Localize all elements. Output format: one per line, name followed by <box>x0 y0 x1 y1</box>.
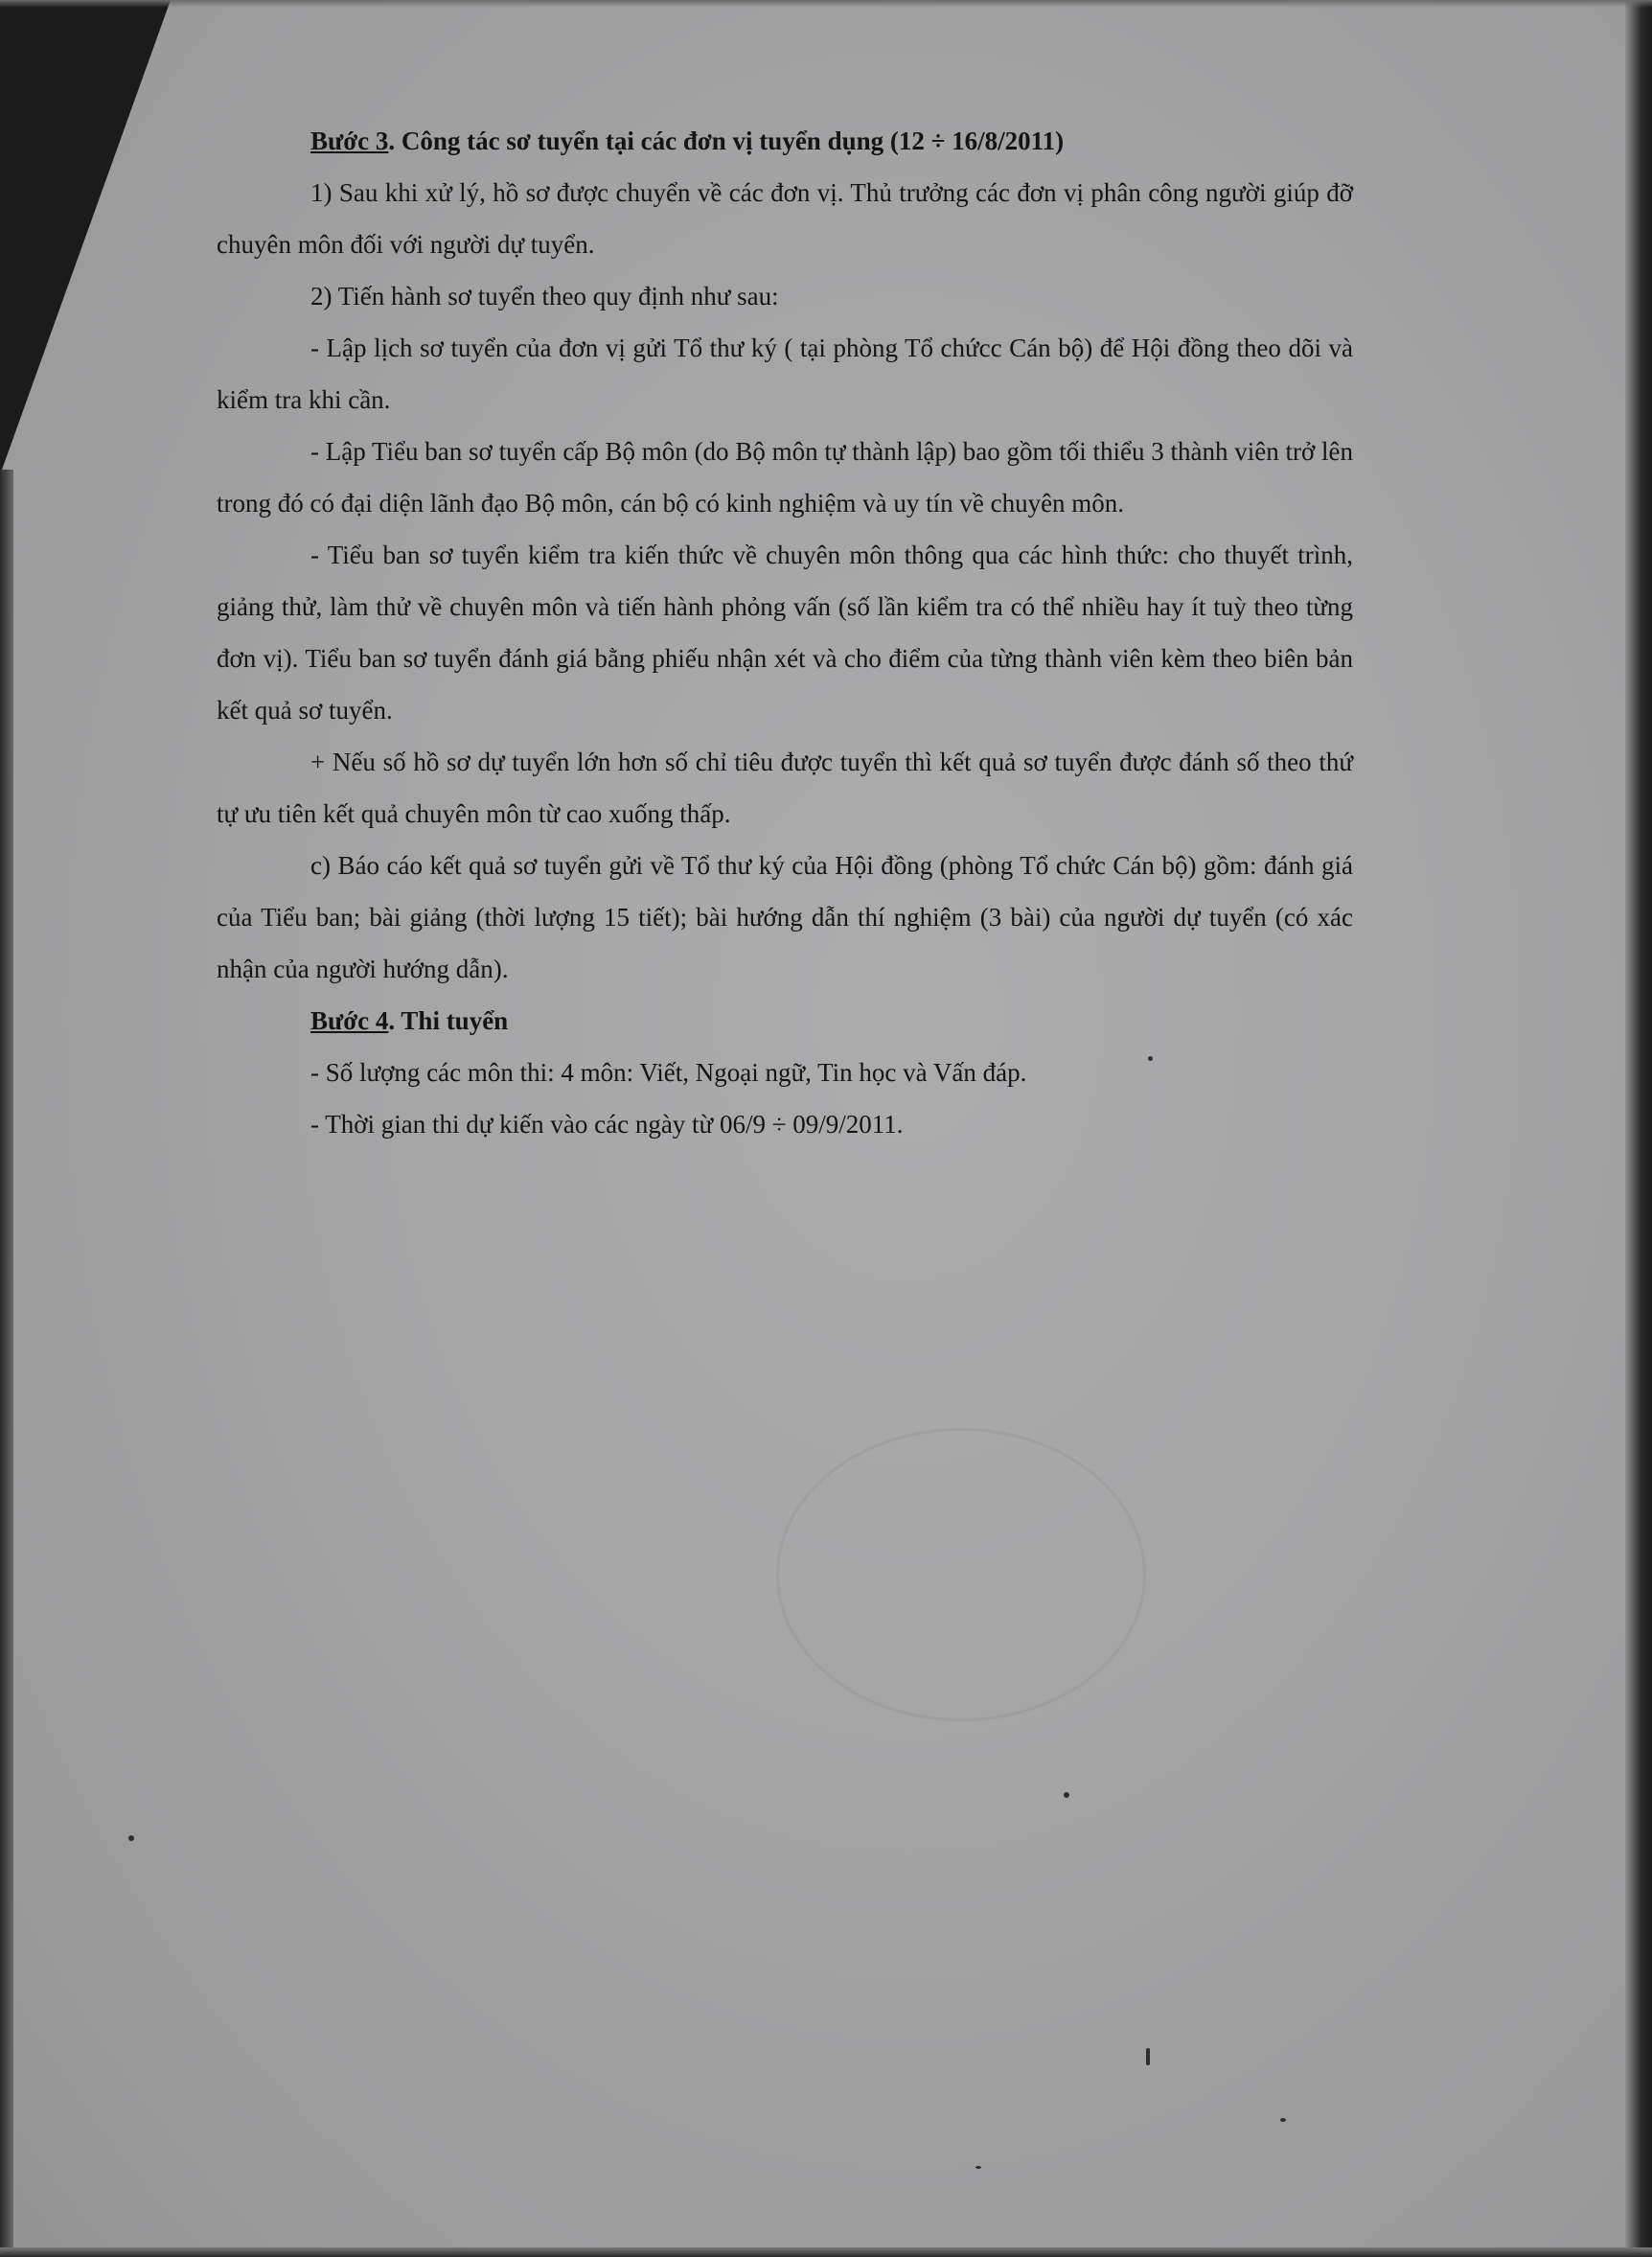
step4-heading-label: Bước 4 <box>310 1006 389 1035</box>
step3-paragraph-1: 1) Sau khi xử lý, hồ sơ được chuyển về các đơn vị. Thủ trưởng các đơn vị phân công người giúp đỡ chuyên môn đối với người dự tuyển. <box>217 178 1353 259</box>
step3-heading-label: Bước 3 <box>310 127 389 155</box>
step4-paragraph-1: - Số lượng các môn thi: 4 môn: Viết, Ngoại ngữ, Tin học và Vấn đáp. <box>310 1058 1027 1087</box>
scan-left-edge <box>0 470 13 2257</box>
scan-top-edge <box>0 0 1652 8</box>
scan-speck <box>128 1835 134 1841</box>
step3-paragraph-5: - Tiểu ban sơ tuyển kiểm tra kiến thức về chuyên môn thông qua các hình thức: cho thuyết trình, giảng thử, làm thử về chuyên môn và tiến hành phỏng vấn (số lần kiểm tra có thể nhiều hay ít tuỳ theo từng đơn vị). Tiểu ban sơ tuyển đánh giá bằng phiếu nhận xét và cho điểm của từng thành viên kèm theo biên bản kết quả sơ tuyển. <box>217 541 1353 725</box>
step3-paragraph-6: + Nếu số hồ sơ dự tuyển lớn hơn số chỉ tiêu được tuyển thì kết quả sơ tuyển được đánh số theo thứ tự ưu tiên kết quả chuyên môn từ cao xuống thấp. <box>217 748 1353 828</box>
faded-stamp-showthrough <box>776 1428 1146 1721</box>
scan-speck <box>975 2166 981 2169</box>
document-body <box>217 115 1353 1150</box>
step3-paragraph-4: - Lập Tiểu ban sơ tuyển cấp Bộ môn (do Bộ môn tự thành lập) bao gồm tối thiểu 3 thành viên trở lên trong đó có đại diện lãnh đạo Bộ môn, cán bộ có kinh nghiệm và uy tín về chuyên môn. <box>217 437 1353 518</box>
step4-heading-text: . Thi tuyển <box>388 1006 509 1035</box>
scan-speck <box>1280 2118 1286 2122</box>
step3-paragraph-3: - Lập lịch sơ tuyển của đơn vị gửi Tổ thư ký ( tại phòng Tổ chứcc Cán bộ) để Hội đồng theo dõi và kiểm tra khi cần. <box>217 334 1353 414</box>
scan-right-edge <box>1625 0 1652 2257</box>
scan-speck <box>1064 1792 1069 1798</box>
step3-paragraph-7: c) Báo cáo kết quả sơ tuyển gửi về Tổ thư ký của Hội đồng (phòng Tổ chức Cán bộ) gồm: đánh giá của Tiểu ban; bài giảng (thời lượng 15 tiết); bài hướng dẫn thí nghiệm (3 bài) của người dự tuyển (có xác nhận của người hướng dẫn). <box>217 851 1353 983</box>
step4-paragraph-2: - Thời gian thi dự kiến vào các ngày từ 06/9 ÷ 09/9/2011. <box>310 1110 904 1139</box>
scan-left-shadow <box>0 0 249 2257</box>
step3-paragraph-2: 2) Tiến hành sơ tuyển theo quy định như sau: <box>310 282 779 311</box>
step4-heading <box>217 995 1353 1047</box>
step3-heading-text: . Công tác sơ tuyển tại các đơn vị tuyển dụng (12 ÷ 16/8/2011) <box>388 127 1065 155</box>
step3-heading <box>217 115 1353 167</box>
scan-bottom-edge <box>0 2247 1652 2257</box>
scan-speck <box>1146 2048 1150 2065</box>
